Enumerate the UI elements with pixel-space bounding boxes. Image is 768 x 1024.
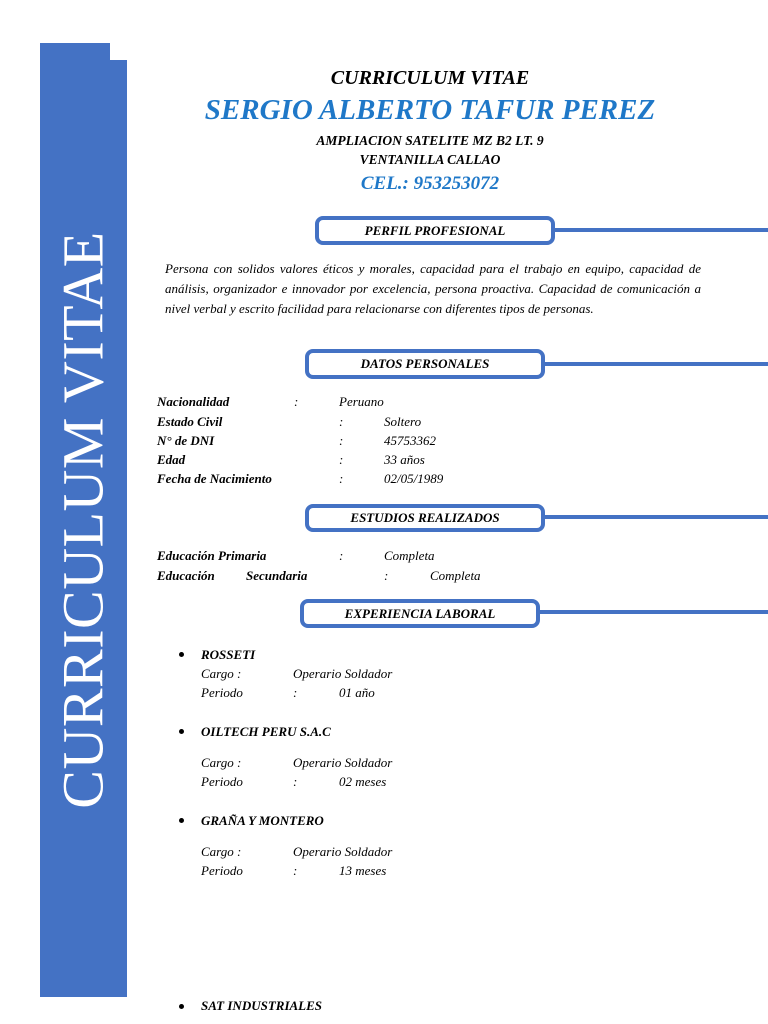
periodo-value: 02 meses [339, 774, 387, 789]
separator: : [293, 685, 298, 700]
section-rule [540, 228, 768, 232]
section-heading-estudios: ESTUDIOS REALIZADOS [305, 504, 545, 532]
separator: : [294, 394, 299, 409]
secundaria-value: Completa [430, 568, 481, 583]
separator: : [293, 863, 298, 878]
section-rule [535, 362, 768, 366]
primaria-label: Educación Primaria [157, 548, 267, 563]
address-line-1: AMPLIACION SATELITE MZ B2 LT. 9 [316, 133, 544, 148]
separator: : [339, 433, 344, 448]
sidebar-notch [110, 43, 127, 60]
company-name: ROSSETI [201, 647, 256, 662]
person-name: SERGIO ALBERTO TAFUR PEREZ [204, 94, 656, 126]
dni-value: 45753362 [384, 433, 436, 448]
estado-civil-label: Estado Civil [157, 414, 223, 429]
periodo-label: Periodo [201, 774, 243, 789]
section-heading-experiencia: EXPERIENCIA LABORAL [300, 599, 540, 628]
periodo-label: Periodo [201, 863, 243, 878]
cargo-label: Cargo : [201, 755, 242, 770]
separator: : [339, 452, 344, 467]
nacionalidad-label: Nacionalidad [157, 394, 230, 409]
secundaria-label-a: Educación [157, 568, 215, 583]
separator: : [384, 568, 389, 583]
profile-paragraph: Persona con solidos valores éticos y morales, capacidad para el trabajo en equipo, capacidad de análisis, organizador e innovador por excelencia, persona proactiva. Capacidad de comunicación a nivel verbal y escrito facilidad para relacionarse con diferentes tipos de personas. [165, 261, 701, 316]
separator: : [339, 548, 344, 563]
estado-civil-value: Soltero [384, 414, 422, 429]
section-rule [535, 515, 768, 519]
cargo-value: Operario Soldador [293, 755, 393, 770]
separator: : [339, 471, 344, 486]
periodo-value: 13 meses [339, 863, 387, 878]
company-name: SAT INDUSTRIALES [201, 998, 323, 1013]
section-heading-datos: DATOS PERSONALES [305, 349, 545, 379]
cargo-value: Operario Soldador [293, 666, 393, 681]
cargo-value: Operario Soldador [293, 844, 393, 859]
periodo-label: Periodo [201, 685, 243, 700]
section-rule [530, 610, 768, 614]
edad-label: Edad [157, 452, 186, 467]
section-heading-perfil: PERFIL PROFESIONAL [315, 216, 555, 245]
address-line-2: VENTANILLA CALLAO [359, 152, 501, 167]
bullet-icon [179, 818, 184, 823]
separator: : [293, 774, 298, 789]
company-name: GRAÑA Y MONTERO [201, 813, 324, 828]
periodo-value: 01 año [339, 685, 375, 700]
separator: : [339, 414, 344, 429]
edad-value: 33 años [384, 452, 425, 467]
secundaria-label-b: Secundaria [246, 568, 308, 583]
cargo-label: Cargo : [201, 844, 242, 859]
primaria-value: Completa [384, 548, 435, 563]
phone-number: CEL.: 953253072 [360, 173, 500, 194]
cargo-label: Cargo : [201, 666, 242, 681]
nacimiento-label: Fecha de Nacimiento [157, 471, 272, 486]
dni-label: N° de DNI [157, 433, 215, 448]
sidebar-vertical-title: CURRICULUM VITAE [50, 231, 116, 809]
nacimiento-value: 02/05/1989 [384, 471, 444, 486]
bullet-icon [179, 652, 184, 657]
company-name: OILTECH PERU S.A.C [201, 724, 331, 739]
bullet-icon [179, 1004, 184, 1009]
document-title: CURRICULUM VITAE [330, 67, 530, 89]
nacionalidad-value: Peruano [339, 394, 384, 409]
bullet-icon [179, 729, 184, 734]
